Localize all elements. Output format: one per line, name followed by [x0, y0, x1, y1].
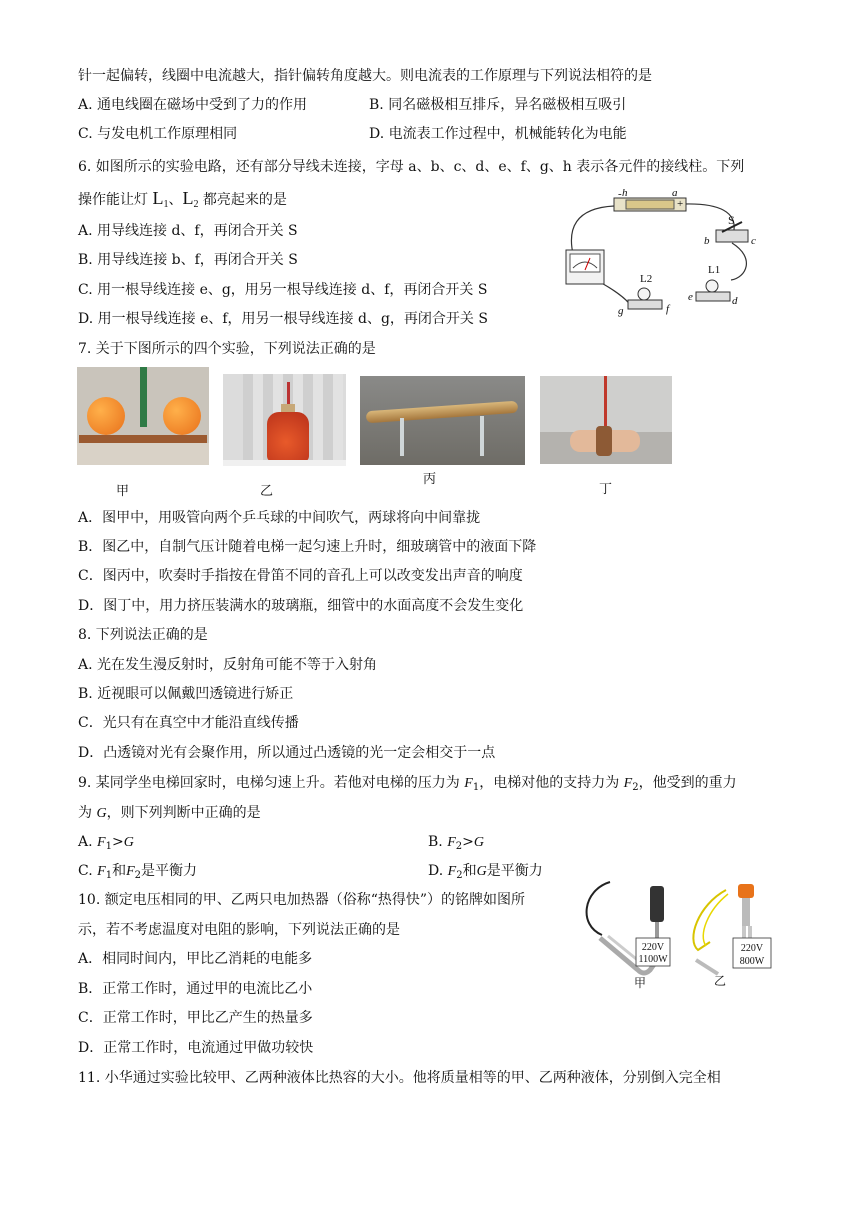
photo-jia-ping-pong — [77, 367, 209, 465]
q5-option-a: A. 通电线圈在磁场中受到了力的作用 — [78, 97, 308, 113]
circuit-diagram — [556, 188, 764, 323]
terminal-e: e — [688, 291, 693, 303]
lamp-l2: $L_2$ — [182, 188, 199, 210]
q6-stem2-pre: 操作能让灯 — [78, 192, 148, 208]
q10-option-a: A．相同时间内，甲比乙消耗的电能多 — [78, 951, 313, 967]
lamp-l1-label: L1 — [708, 264, 721, 276]
q6-separator: 、 — [168, 192, 183, 208]
q6-stem-line1: 6. 如图所示的实验电路，还有部分导线未连接，字母 a、b、c、d、e、f、g、h 表示各元件的接线柱。下列 — [78, 159, 745, 175]
q8-option-d: D．凸透镜对光有会聚作用，所以通过凸透镜的光一定会相交于一点 — [78, 745, 496, 761]
q6-option-a: A. 用导线连接 d、f，再闭合开关 S — [78, 223, 298, 239]
q7-option-d: D．图丁中，用力挤压装满水的玻璃瓶，细管中的水面高度不会发生变化 — [78, 598, 524, 614]
heater-caption-jia: 甲 — [634, 976, 647, 990]
heater-jia-voltage: 220V — [641, 942, 665, 953]
q10-option-d: D．正常工作时，电流通过甲做功较快 — [78, 1040, 314, 1056]
q8-option-a: A. 光在发生漫反射时，反射角可能不等于入射角 — [78, 657, 378, 673]
q5-option-b: B. 同名磁极相互排斥，异名磁极相互吸引 — [369, 97, 627, 113]
q8-stem: 8. 下列说法正确的是 — [78, 627, 208, 643]
q6-option-b: B. 用导线连接 b、f，再闭合开关 S — [78, 252, 298, 268]
q7-option-c: C．图丙中，吹奏时手指按在骨笛不同的音孔上可以改变发出声音的响度 — [78, 568, 523, 584]
q7-stem: 7. 关于下图所示的四个实验，下列说法正确的是 — [78, 341, 376, 357]
q9-option-d: D. $F_2$和G是平衡力 — [428, 863, 543, 881]
q6-stem-line2 — [78, 188, 287, 215]
q10-stem-line1: 10. 额定电压相同的甲、乙两只电加热器（俗称“热得快”）的铭牌如图所 — [78, 892, 526, 908]
q8-option-b: B. 近视眼可以佩戴凹透镜进行矫正 — [78, 686, 294, 702]
q9-option-a: A. $F_1>G$ — [78, 834, 134, 852]
q5-option-c: C. 与发电机工作原理相同 — [78, 126, 238, 142]
q9-stem-line1: 9. 某同学坐电梯回家时，电梯匀速上升。若他对电梯的压力为 $F_1$，电梯对他的支持力为 $F_2$，他受到的重力 — [78, 775, 737, 793]
q5-stem: 针一起偏转，线圈中电流越大，指针偏转角度越大。则电流表的工作原理与下列说法相符的是 — [78, 68, 652, 84]
q7-option-b: B．图乙中，自制气压计随着电梯一起匀速上升时，细玻璃管中的液面下降 — [78, 539, 537, 555]
q11-stem: 11. 小华通过实验比较甲、乙两种液体比热容的大小。他将质量相等的甲、乙两种液体，分别倒入完全相 — [78, 1070, 721, 1086]
q5-option-d: D. 电流表工作过程中，机械能转化为电能 — [369, 126, 627, 142]
q7-option-a: A．图甲中，用吸管向两个乒乓球的中间吹气，两球将向中间靠拢 — [78, 510, 481, 526]
q8-option-c: C．光只有在真空中才能沿直线传播 — [78, 715, 299, 731]
terminal-plus: + — [677, 198, 684, 210]
photo-ding-glass-bottle — [540, 376, 672, 464]
photo-yi-barometer — [223, 374, 346, 466]
caption-ding: 丁 — [599, 482, 613, 497]
heater-figure — [578, 880, 778, 990]
q10-option-b: B．正常工作时，通过甲的电流比乙小 — [78, 981, 313, 997]
lamp-l2-label: L2 — [640, 273, 653, 285]
heater-caption-yi: 乙 — [714, 974, 727, 988]
heater-jia-power: 1100W — [638, 954, 668, 965]
terminal-d: d — [732, 295, 738, 307]
q10-option-c: C．正常工作时，甲比乙产生的热量多 — [78, 1010, 313, 1026]
terminal-h: h — [622, 188, 628, 199]
q6-option-d: D. 用一根导线连接 e、f，用另一根导线连接 d、g，再闭合开关 S — [78, 311, 488, 327]
q10-stem-line2: 示，若不考虑温度对电阻的影响，下列说法正确的是 — [78, 922, 400, 938]
caption-bing: 丙 — [423, 472, 437, 487]
q9-stem-line2: 为 G，则下列判断中正确的是 — [78, 805, 261, 821]
terminal-g: g — [618, 305, 624, 317]
q9-option-c: C. $F_1$和$F_2$是平衡力 — [78, 863, 197, 881]
terminal-a: a — [672, 188, 678, 199]
q9-option-b: B. $F_2>G$ — [428, 834, 484, 852]
terminal-f: f — [666, 303, 670, 315]
photo-bing-bone-flute — [360, 376, 525, 465]
switch-s-label: S — [728, 213, 735, 227]
caption-jia: 甲 — [116, 484, 130, 499]
q6-stem2-post: 都亮起来的是 — [202, 192, 287, 208]
heater-yi-voltage: 220V — [740, 943, 764, 954]
caption-yi: 乙 — [260, 484, 274, 499]
heater-yi-power: 800W — [739, 956, 765, 967]
lamp-l1: $L_1$ — [152, 188, 169, 210]
terminal-minus: - — [618, 188, 622, 200]
q6-option-c: C. 用一根导线连接 e、g，用另一根导线连接 d、f，再闭合开关 S — [78, 282, 488, 298]
terminal-b: b — [704, 235, 710, 247]
terminal-c: c — [751, 235, 756, 247]
